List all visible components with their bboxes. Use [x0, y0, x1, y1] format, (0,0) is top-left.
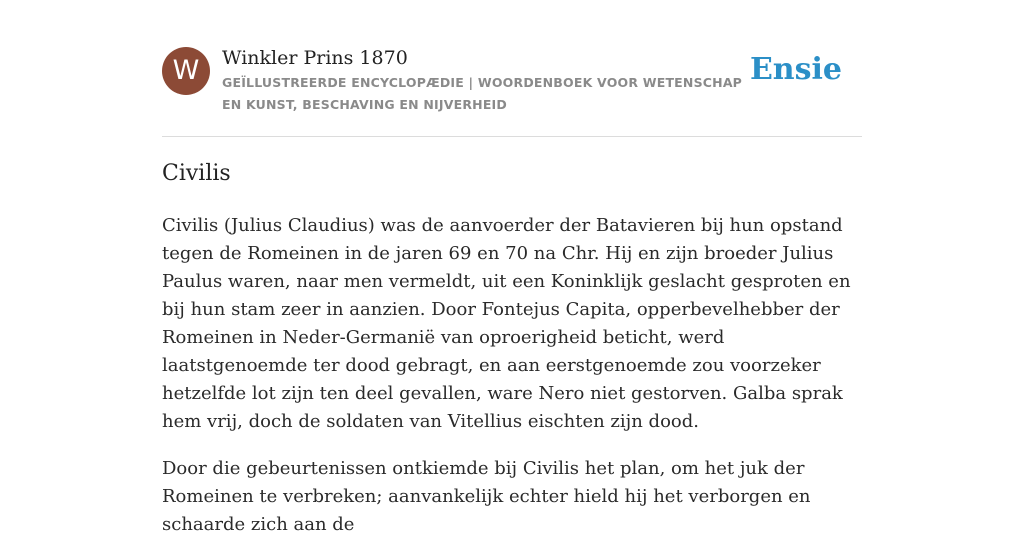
source-header — [162, 44, 862, 137]
article-paragraph: Civilis (Julius Claudius) was de aanvoerder der Batavieren bij hun opstand tegen de Romeinen in de jaren 69 en 70 na Chr. Hij en zijn broeder Julius Paulus waren, naar men vermeldt, uit een Koninklijk geslacht gesproten en bij hun stam zeer in aanzien. Door Fontejus Capita, opperbevelhebber der Romeinen in Neder-Germanië van oproerigheid beticht, werd laatstgenoemde ter dood gebragt, en aan eerstgenoemde zou voorzeker hetzelfde lot zijn ten deel gevallen, ware Nero niet gestorven. Galba sprak hem vrij, doch de soldaten van Vitellius eischten zijn dood. — [162, 215, 851, 432]
article-paragraph: Door die gebeurtenissen ontkiemde bij Civilis het plan, om het juk der Romeinen te verbreken; aanvankelijk echter hield hij het verborgen en schaarde zich aan de — [162, 458, 811, 535]
source-title-link[interactable]: Winkler Prins 1870 — [222, 47, 408, 69]
entry-title: Civilis — [162, 161, 231, 186]
source-subtitle: GEÏLLUSTREERDE ENCYCLOPÆDIE | WOORDENBOEK VOOR WETENSCHAP EN KUNST, BESCHAVING EN NIJVERHEID — [222, 75, 743, 112]
article-body — [162, 212, 862, 558]
ensie-logo[interactable]: Ensie — [749, 52, 842, 87]
source-avatar[interactable]: W — [162, 47, 210, 95]
